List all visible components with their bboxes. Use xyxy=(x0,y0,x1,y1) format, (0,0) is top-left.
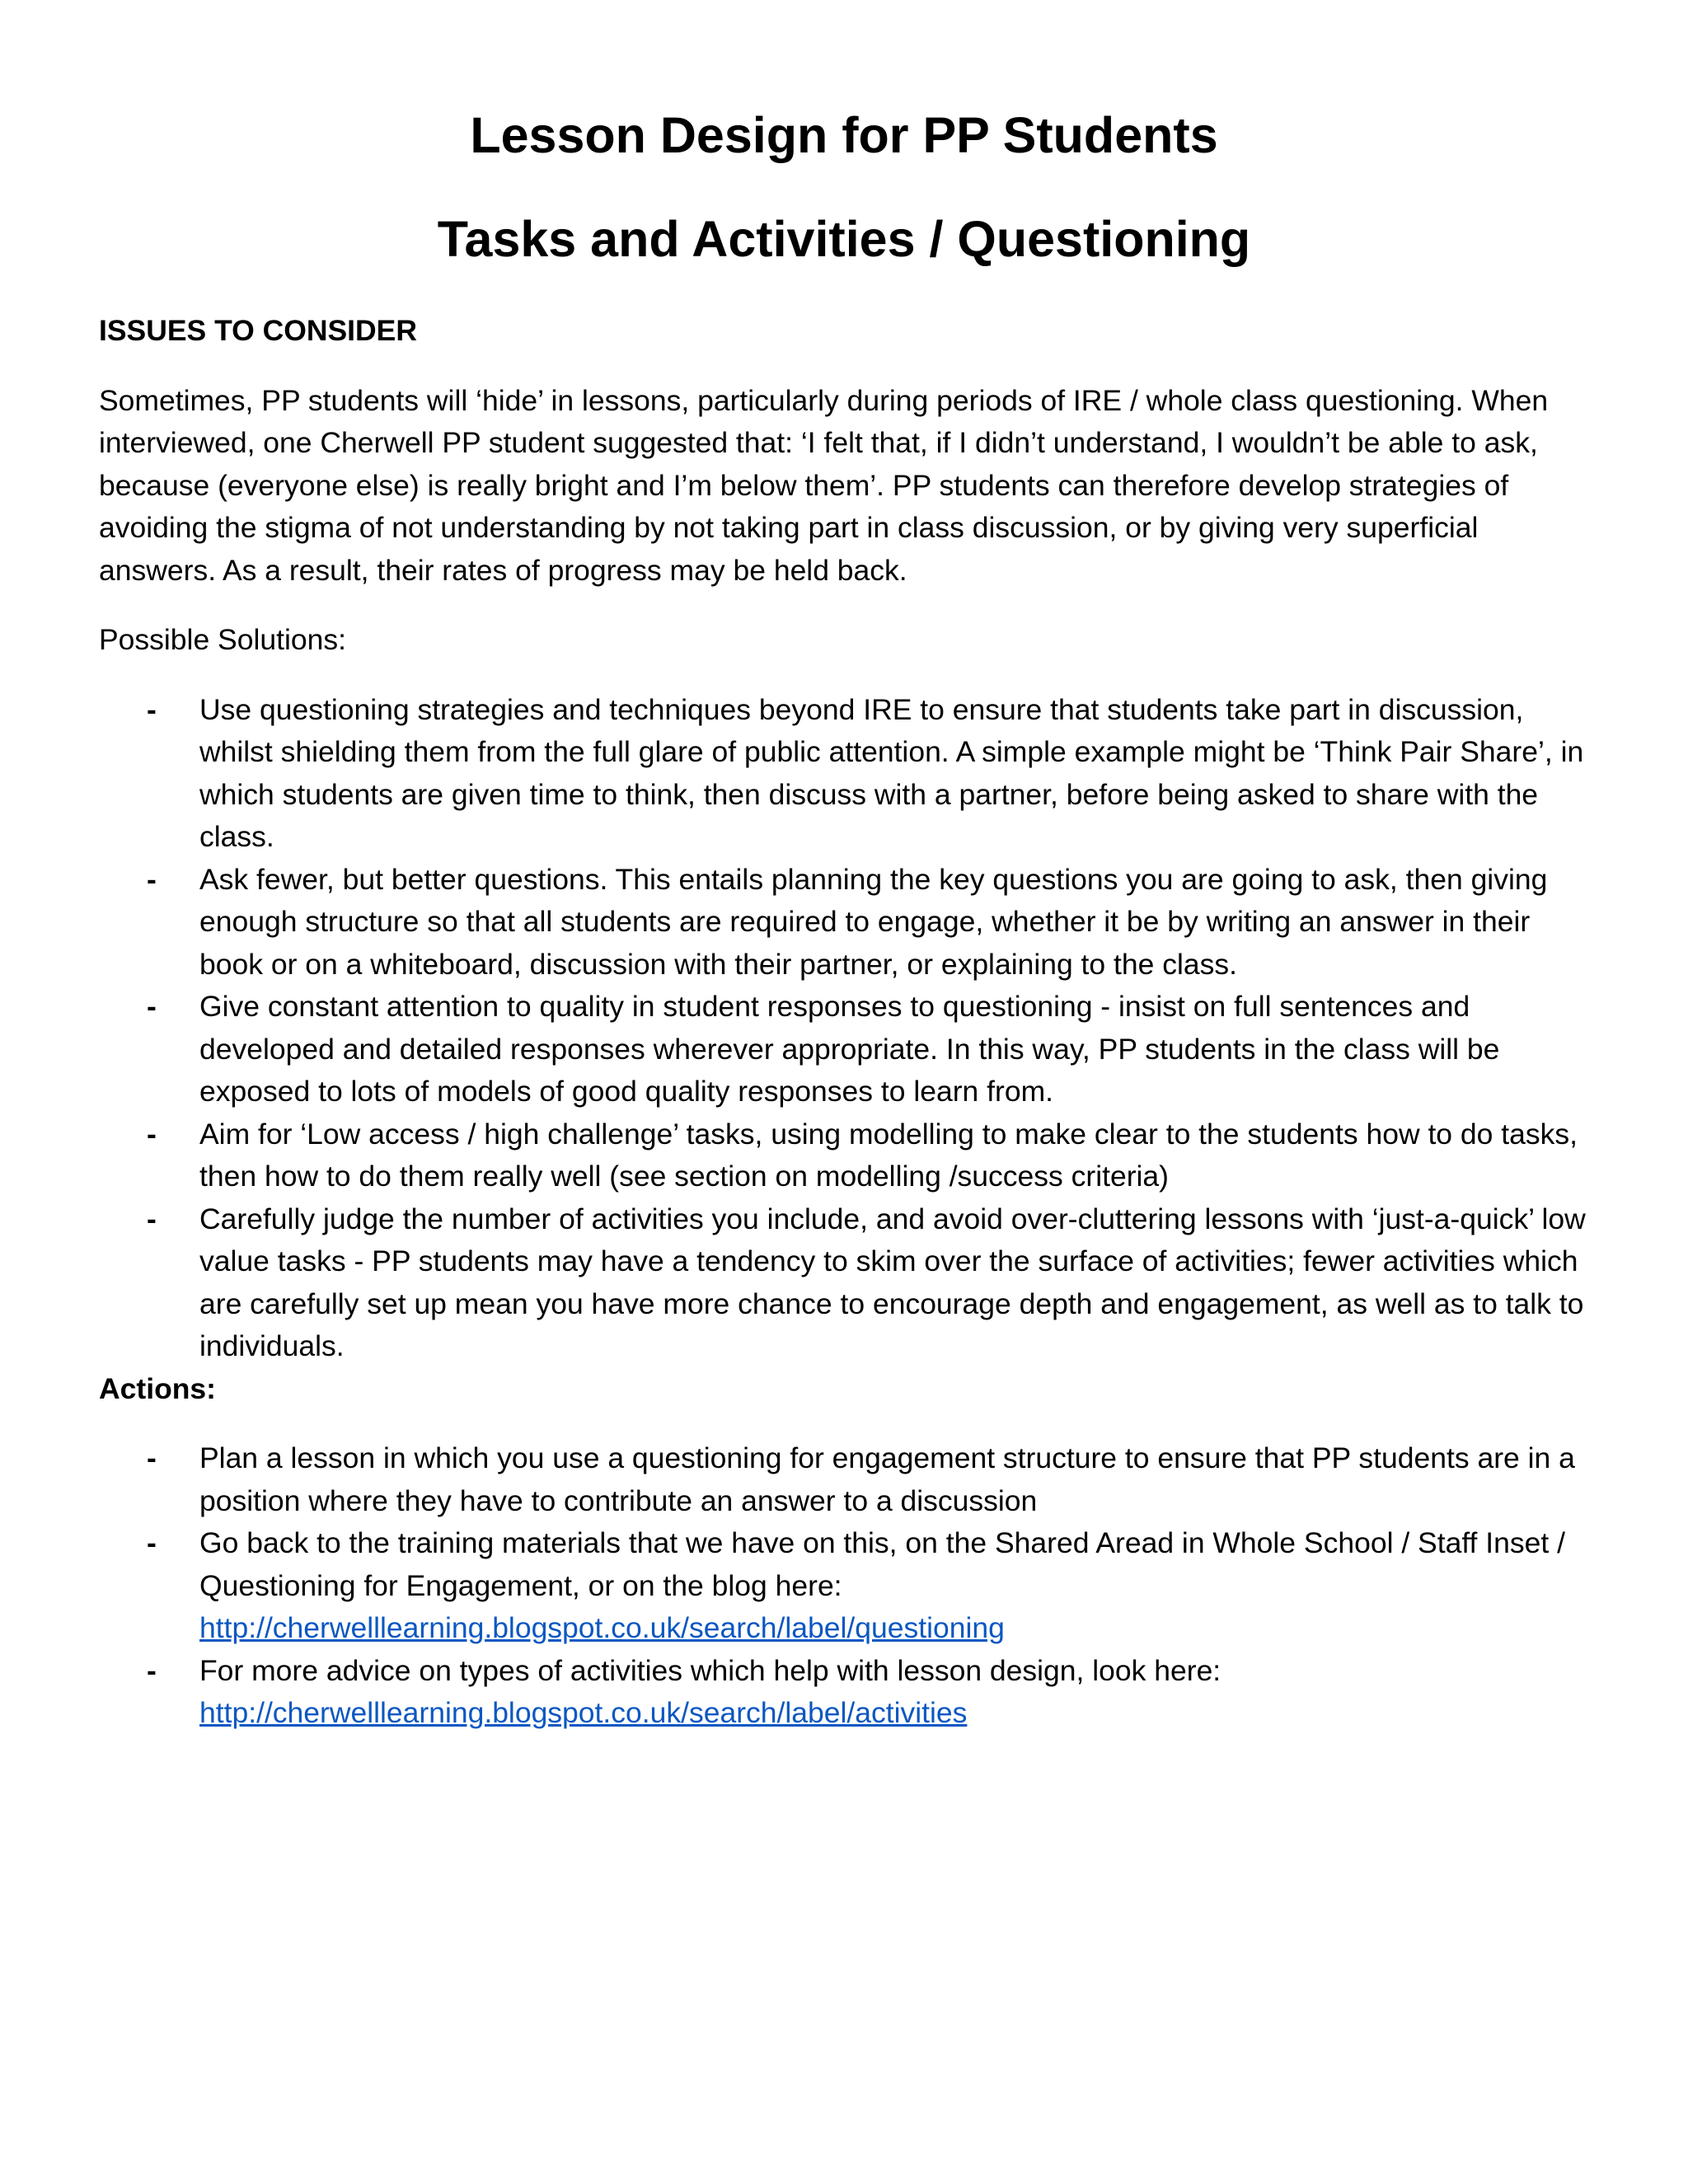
solution-text: Carefully judge the number of activities you include, and avoid over-cluttering lessons with ‘just-a-quick’ low value tasks - PP students may have a tendency to skim over the surface of activities; fewer activities which are carefully set up mean you have more chance to encourage depth and engagement, as well as to talk to individuals. xyxy=(199,1202,1586,1362)
solutions-heading: Possible Solutions: xyxy=(99,623,346,656)
bullet-dash: - xyxy=(147,1202,157,1235)
solution-text: Aim for ‘Low access / high challenge’ tasks, using modelling to make clear to the students how to do tasks, then how to do them really well (see section on modelling /success criteria) xyxy=(199,1117,1578,1193)
document-body xyxy=(99,310,1591,1735)
actions-heading: Actions: xyxy=(99,1371,216,1405)
issues-heading: ISSUES TO CONSIDER xyxy=(99,314,417,347)
list-item xyxy=(99,859,1591,987)
list-item xyxy=(99,689,1591,859)
list-item xyxy=(99,1650,1591,1735)
bullet-dash: - xyxy=(147,1441,157,1474)
list-item xyxy=(99,1113,1591,1198)
solution-text: Use questioning strategies and techniques beyond IRE to ensure that students take part in discussion, whilst shielding them from the full glare of public attention. A simple example might be ‘Think Pair Share’, in which students are given time to think, then discuss with a partner, before being asked to share with the class. xyxy=(199,692,1584,853)
page-subtitle: Tasks and Activities / Questioning xyxy=(437,211,1251,267)
action-text: Plan a lesson in which you use a questioning for engagement structure to ensure that PP students are in a position where they have to contribute an answer to a discussion xyxy=(199,1441,1575,1517)
bullet-dash: - xyxy=(147,1526,157,1559)
list-item xyxy=(99,1437,1591,1522)
solution-text: Ask fewer, but better questions. This entails planning the key questions you are going to ask, then giving enough structure so that all students are required to engage, whether it be by writing an answer in their book or on a whiteboard, discussion with their partner, or explaining to the class. xyxy=(199,862,1548,981)
page-title: Lesson Design for PP Students xyxy=(470,107,1218,163)
action-text: Go back to the training materials that we have on this, on the Shared Aread in Whole School / Staff Inset / Questioning for Engagement, or on the blog here: xyxy=(199,1526,1565,1602)
bullet-dash: - xyxy=(147,1117,157,1151)
activities-blog-link[interactable]: http://cherwelllearning.blogspot.co.uk/search/label/activities xyxy=(199,1696,968,1729)
action-text: For more advice on types of activities which help with lesson design, look here: xyxy=(199,1653,1221,1687)
actions-list xyxy=(99,1437,1591,1735)
bullet-dash: - xyxy=(147,990,157,1023)
bullet-dash: - xyxy=(147,692,157,726)
list-item xyxy=(99,986,1591,1113)
bullet-dash: - xyxy=(147,862,157,896)
intro-paragraph: Sometimes, PP students will ‘hide’ in lessons, particularly during periods of IRE / whole class questioning. When interviewed, one Cherwell PP student suggested that: ‘I felt that, if I didn’t understand, I wouldn’t be able to ask, because (everyone else) is really bright and I’m below them’. PP students can therefore develop strategies of avoiding the stigma of not understanding by not taking part in class discussion, or by giving very superficial answers. As a result, their rates of progress may be held back. xyxy=(99,383,1549,587)
solution-text: Give constant attention to quality in student responses to questioning - insist on full sentences and developed and detailed responses wherever appropriate. In this way, PP students in the class will be exposed to lots of models of good quality responses to learn from. xyxy=(199,990,1500,1108)
list-item xyxy=(99,1522,1591,1650)
list-item xyxy=(99,1198,1591,1368)
bullet-dash: - xyxy=(147,1653,157,1687)
questioning-blog-link[interactable]: http://cherwelllearning.blogspot.co.uk/search/label/questioning xyxy=(199,1611,1005,1644)
solutions-list xyxy=(99,689,1591,1368)
